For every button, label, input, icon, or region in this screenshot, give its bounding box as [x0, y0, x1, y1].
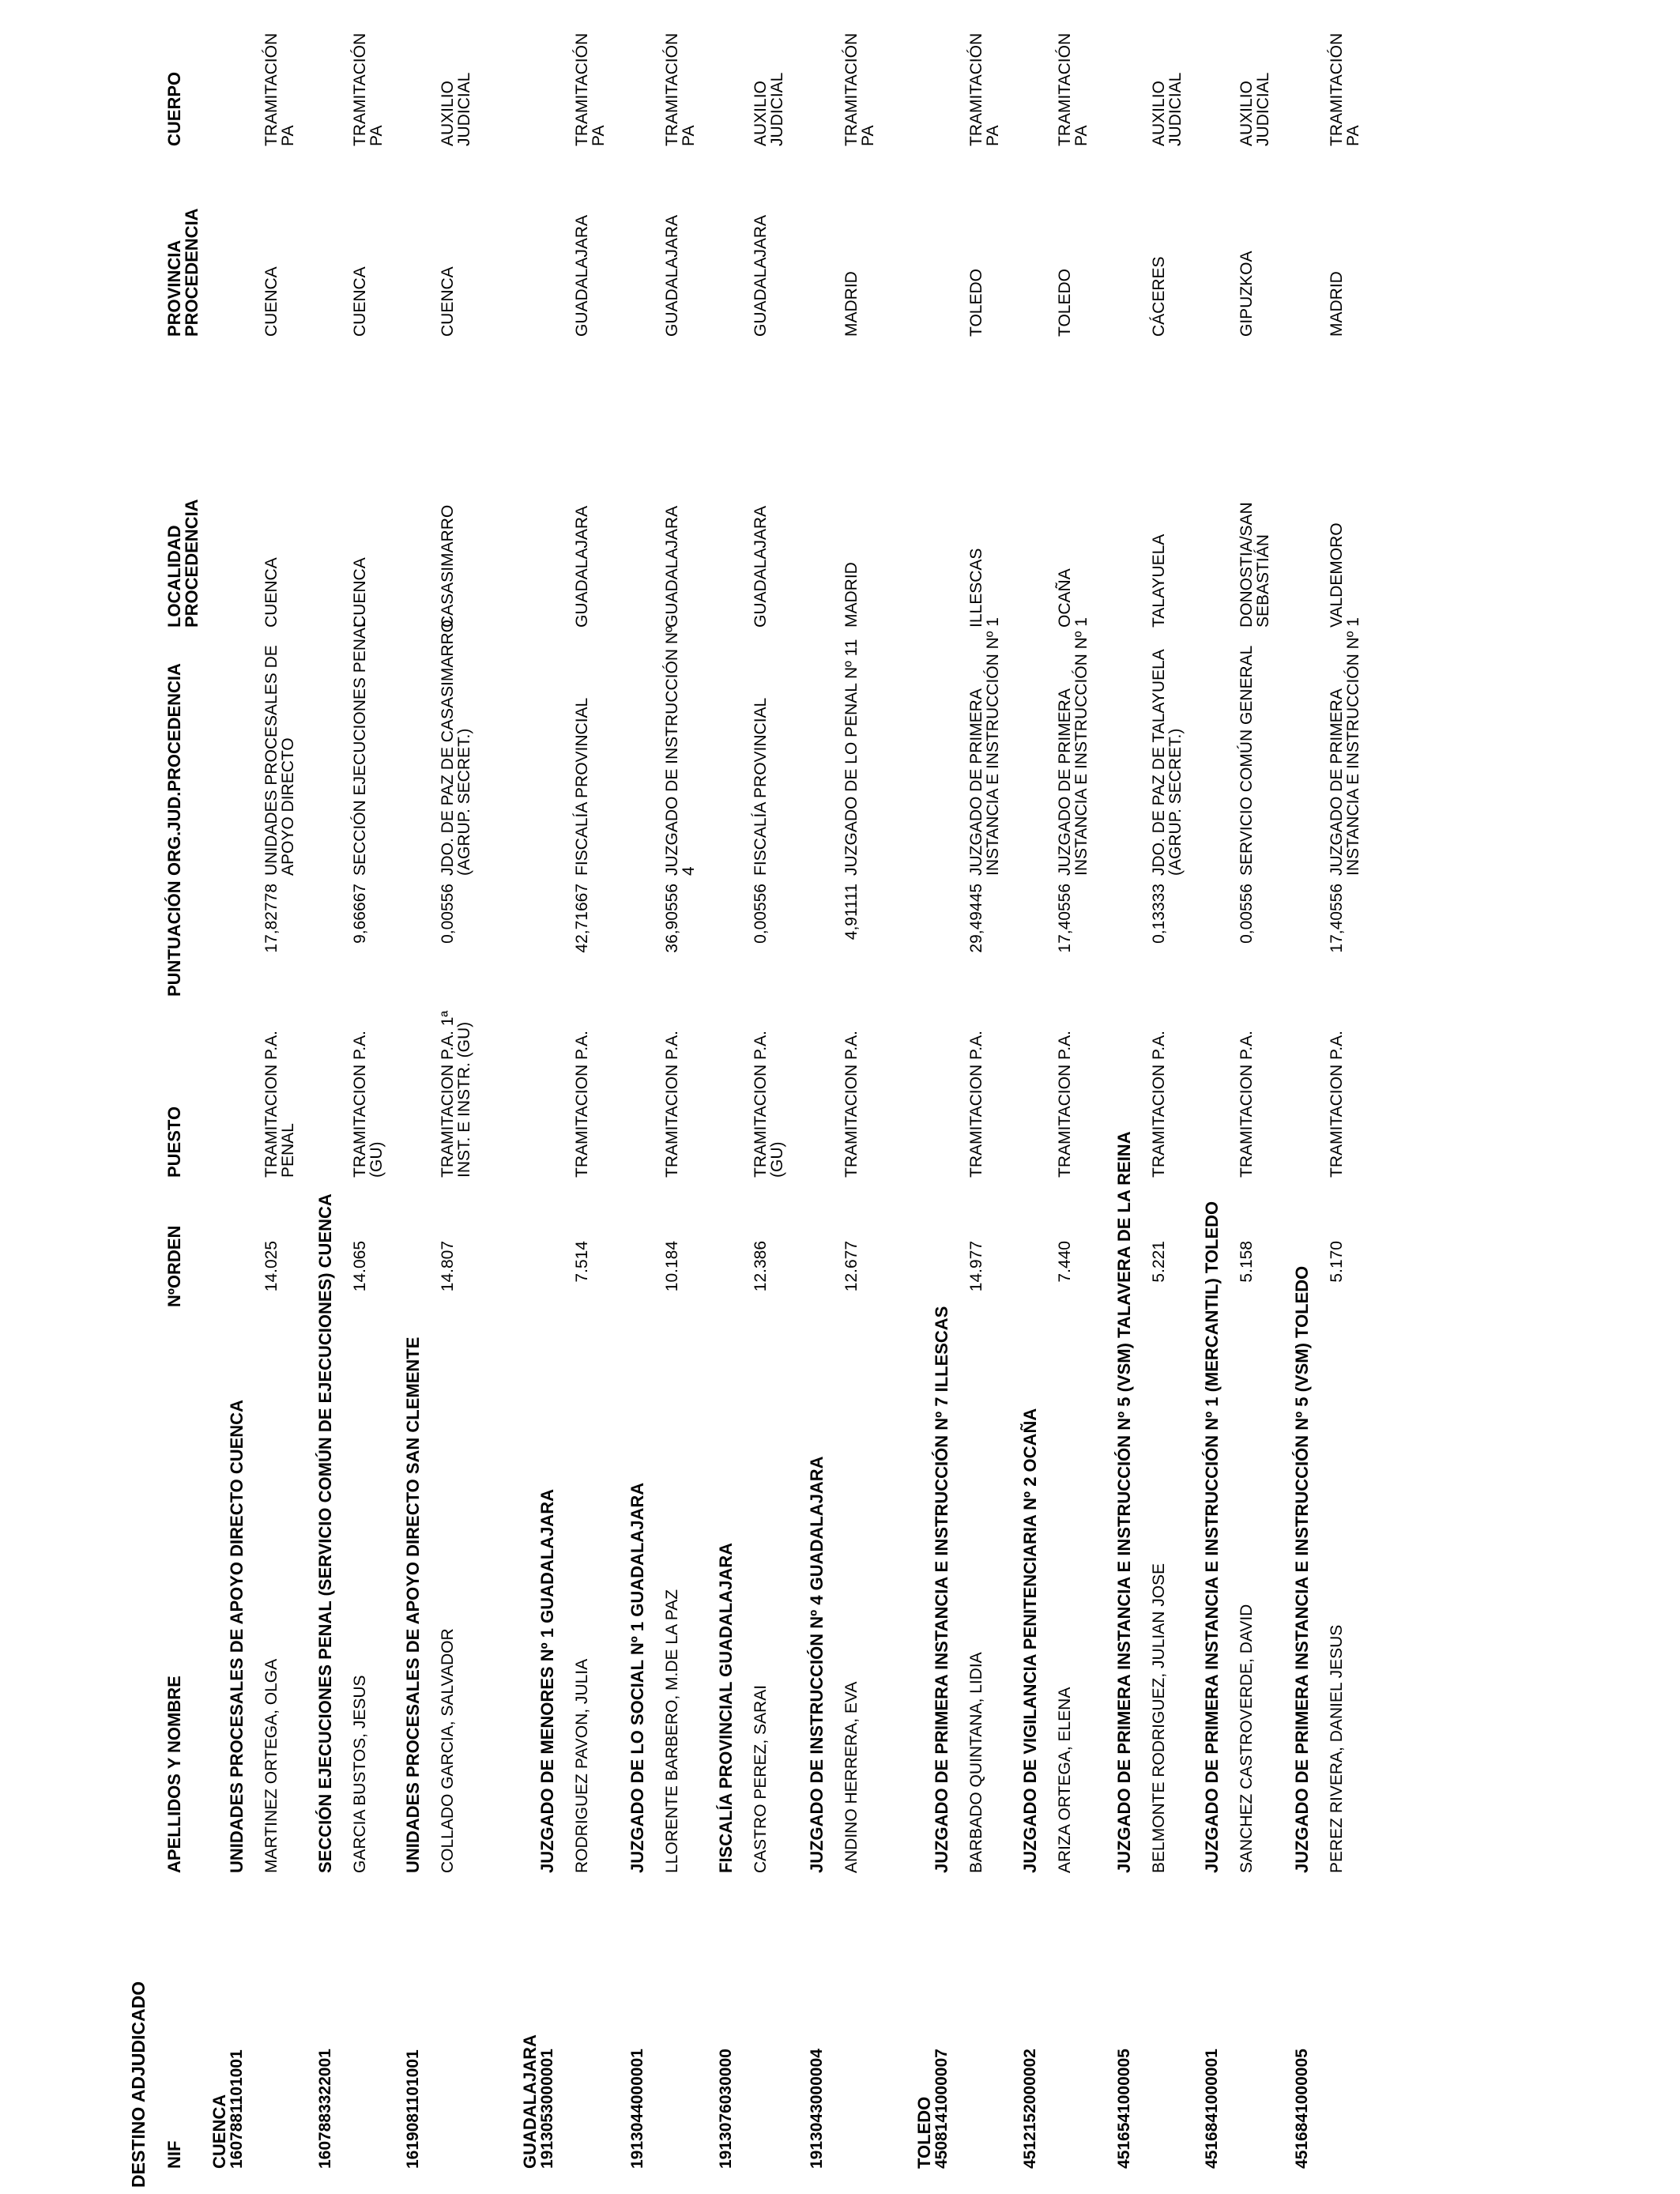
destination-name: JUZGADO DE VIGILANCIA PENITENCIARIA Nº 2 OCAÑA [1020, 1408, 1040, 1873]
cell-org-jud-2: INSTANCIA E INSTRUCCIÓN Nº 1 [1344, 617, 1362, 876]
cell-puesto: TRAMITACION P.A. 1ª [439, 1010, 457, 1178]
destination-name: JUZGADO DE LO SOCIAL Nº 1 GUADALAJARA [627, 1482, 647, 1873]
cell-org-jud-2: APOYO DIRECTO [279, 737, 297, 876]
cell-cuerpo-2: PA [859, 125, 877, 146]
cell-orden: 7.514 [573, 1241, 591, 1283]
cell-cuerpo: AUXILIO [1237, 81, 1256, 146]
destination-code: 4516541000005 [1115, 2049, 1133, 2169]
cell-puesto: TRAMITACION P.A. [842, 1031, 861, 1178]
cell-org-jud: JDO. DE PAZ DE CASASIMARRO [439, 620, 457, 876]
province-heading: CUENCA [209, 2094, 229, 2169]
cell-puntuacion: 29,49445 [967, 884, 985, 953]
cell-localidad: CASASIMARRO [439, 504, 457, 628]
cell-nombre: CASTRO PEREZ, SARAI [751, 1684, 770, 1873]
cell-orden: 5.158 [1237, 1241, 1256, 1283]
destination-code: 1607883322001 [316, 2049, 334, 2169]
cell-puntuacion: 0,00556 [439, 884, 457, 944]
cell-cuerpo: TRAMITACIÓN [842, 32, 861, 146]
cell-cuerpo-2: JUDICIAL [1254, 72, 1272, 146]
cell-orden: 10.184 [663, 1241, 681, 1292]
cell-org-jud: FISCALÍA PROVINCIAL [573, 697, 591, 876]
destination-code: 1619081101001 [404, 2049, 422, 2169]
cell-puntuacion: 42,71667 [573, 884, 591, 953]
cell-nombre: GARCIA BUSTOS, JESUS [351, 1675, 369, 1873]
cell-provincia: GUADALAJARA [573, 214, 591, 337]
column-header-nif: NIF [164, 2140, 184, 2169]
cell-nombre: ANDINO HERRERA, EVA [842, 1681, 861, 1873]
cell-nombre: ARIZA ORTEGA, ELENA [1056, 1687, 1074, 1873]
cell-localidad: CUENCA [262, 557, 281, 628]
cell-provincia: CUENCA [262, 266, 281, 337]
destination-name: JUZGADO DE PRIMERA INSTANCIA E INSTRUCCIÓN Nº 1 (MERCANTIL) TOLEDO [1202, 1201, 1222, 1873]
cell-orden: 14.807 [439, 1241, 457, 1292]
cell-cuerpo: TRAMITACIÓN [573, 32, 591, 146]
cell-nombre: BARBADO QUINTANA, LIDIA [967, 1652, 985, 1873]
cell-puesto-2: PENAL [279, 1123, 297, 1178]
destination-name: UNIDADES PROCESALES DE APOYO DIRECTO CUENCA [227, 1400, 247, 1873]
cell-provincia: CÁCERES [1150, 256, 1168, 337]
cell-puesto: TRAMITACION P.A. [1237, 1031, 1256, 1178]
cell-cuerpo-2: PA [590, 125, 608, 146]
destination-name: JUZGADO DE MENORES Nº 1 GUADALAJARA [537, 1489, 557, 1873]
destination-code: 4508141000007 [932, 2049, 951, 2169]
cell-orden: 5.170 [1328, 1241, 1346, 1283]
cell-orden: 14.065 [351, 1241, 369, 1292]
cell-nombre: PEREZ RIVERA, DANIEL JESUS [1328, 1624, 1346, 1873]
destination-name: SECCIÓN EJECUCIONES PENAL (SERVICIO COMÚN DE EJECUCIONES) CUENCA [315, 1193, 335, 1873]
cell-provincia: MADRID [842, 271, 861, 337]
cell-cuerpo-2: PA [1344, 125, 1362, 146]
cell-puntuacion: 4,91111 [842, 884, 861, 941]
destination-name: UNIDADES PROCESALES DE APOYO DIRECTO SAN CLEMENTE [403, 1336, 423, 1873]
cell-localidad: OCAÑA [1056, 568, 1074, 628]
cell-puesto: TRAMITACION P.A. [573, 1031, 591, 1178]
cell-nombre: COLLADO GARCIA, SALVADOR [439, 1628, 457, 1873]
cell-provincia: MADRID [1328, 271, 1346, 337]
cell-localidad: GUADALAJARA [751, 505, 770, 628]
cell-nombre: RODRIGUEZ PAVON, JULIA [573, 1658, 591, 1873]
cell-nombre: BELMONTE RODRIGUEZ, JULIAN JOSE [1150, 1563, 1168, 1873]
cell-org-jud: JUZGADO DE PRIMERA [1056, 688, 1074, 876]
cell-orden: 14.025 [262, 1241, 281, 1292]
column-header-puesto: PUESTO [164, 1106, 184, 1178]
cell-cuerpo: AUXILIO [439, 81, 457, 146]
cell-localidad: CUENCA [351, 557, 369, 628]
cell-org-jud-2: 4 [680, 866, 698, 876]
cell-provincia: GIPUZKOA [1237, 251, 1256, 337]
cell-org-jud: SECCIÓN EJECUCIONES PENAL [351, 618, 369, 876]
cell-org-jud-2: (AGRUP. SECRET.) [1166, 728, 1185, 876]
cell-puntuacion: 36,90556 [663, 884, 681, 953]
cell-provincia: TOLEDO [967, 269, 985, 337]
cell-provincia: GUADALAJARA [663, 214, 681, 337]
destination-name: JUZGADO DE PRIMERA INSTANCIA E INSTRUCCIÓN Nº 5 (VSM) TALAVERA DE LA REINA [1114, 1131, 1134, 1873]
column-header-localidad-2: PROCEDENCIA [182, 499, 202, 628]
destination-code: 1913044000001 [628, 2049, 646, 2169]
cell-cuerpo-2: JUDICIAL [768, 72, 786, 146]
cell-orden: 14.977 [967, 1241, 985, 1292]
cell-puesto-2: INST. E INSTR. (GU) [455, 1021, 473, 1178]
column-header-cuerpo: CUERPO [164, 71, 184, 146]
cell-cuerpo-2: PA [984, 125, 1002, 146]
cell-nombre: LLORENTE BARBERO, M.DE LA PAZ [663, 1589, 681, 1873]
cell-localidad-2: SEBASTIÁN [1254, 534, 1272, 628]
cell-localidad: ILLESCAS [967, 548, 985, 628]
cell-puntuacion: 17,82778 [262, 884, 281, 953]
cell-cuerpo-2: JUDICIAL [455, 72, 473, 146]
column-header-orden: NºORDEN [164, 1225, 184, 1307]
cell-puesto: TRAMITACION P.A. [1056, 1031, 1074, 1178]
cell-localidad: DONOSTIA/SAN [1237, 502, 1256, 628]
cell-puesto-2: (GU) [768, 1141, 786, 1178]
cell-org-jud: JUZGADO DE LO PENAL Nº 11 [842, 639, 861, 876]
cell-cuerpo-2: PA [680, 125, 698, 146]
cell-puntuacion: 17,40556 [1328, 884, 1346, 953]
destination-code: 1607881101001 [228, 2049, 246, 2169]
destination-code: 1913076030000 [717, 2049, 735, 2169]
destination-name: JUZGADO DE PRIMERA INSTANCIA E INSTRUCCIÓN Nº 7 ILLESCAS [932, 1306, 951, 1873]
cell-provincia: CUENCA [439, 266, 457, 337]
cell-puesto: TRAMITACION P.A. [262, 1031, 281, 1178]
cell-org-jud: SERVICIO COMÚN GENERAL [1237, 645, 1256, 876]
cell-puesto: TRAMITACION P.A. [663, 1031, 681, 1178]
cell-org-jud: JUZGADO DE PRIMERA [1328, 688, 1346, 876]
cell-org-jud: UNIDADES PROCESALES DE [262, 645, 281, 876]
cell-cuerpo: AUXILIO [1150, 81, 1168, 146]
cell-puntuacion: 17,40556 [1056, 884, 1074, 953]
cell-org-jud-2: INSTANCIA E INSTRUCCIÓN Nº 1 [984, 617, 1002, 876]
cell-cuerpo-2: PA [367, 125, 386, 146]
cell-orden: 7.440 [1056, 1241, 1074, 1283]
cell-provincia: GUADALAJARA [751, 214, 770, 337]
cell-puesto: TRAMITACION P.A. [967, 1031, 985, 1178]
column-header-provincia-2: PROCEDENCIA [182, 208, 202, 337]
cell-org-jud: JDO. DE PAZ DE TALAYUELA [1150, 649, 1168, 876]
cell-localidad: VALDEMORO [1328, 522, 1346, 628]
column-header-nombre: APELLIDOS Y NOMBRE [164, 1676, 184, 1873]
cell-puntuacion: 0,00556 [751, 884, 770, 944]
cell-provincia: TOLEDO [1056, 269, 1074, 337]
cell-localidad: GUADALAJARA [573, 505, 591, 628]
column-header-puntuacion: PUNTUACIÓN [164, 880, 184, 997]
province-heading: TOLEDO [914, 2096, 934, 2169]
destination-name: FISCALÍA PROVINCIAL GUADALAJARA [716, 1542, 736, 1873]
cell-cuerpo: AUXILIO [751, 81, 770, 146]
cell-puesto-2: (GU) [367, 1141, 386, 1178]
cell-nombre: MARTINEZ ORTEGA, OLGA [262, 1658, 281, 1873]
column-header-org-jud: ORG.JUD.PROCEDENCIA [164, 663, 184, 876]
cell-org-jud-2: (AGRUP. SECRET.) [455, 728, 473, 876]
destination-name: JUZGADO DE INSTRUCCIÓN Nº 4 GUADALAJARA [807, 1456, 827, 1873]
cell-cuerpo: TRAMITACIÓN [967, 32, 985, 146]
destination-code: 1913043000004 [808, 2049, 826, 2169]
cell-nombre: SANCHEZ CASTROVERDE, DAVID [1237, 1604, 1256, 1873]
destination-code: 1913053000001 [538, 2049, 556, 2169]
cell-cuerpo-2: PA [1072, 125, 1090, 146]
cell-org-jud: JUZGADO DE INSTRUCCIÓN Nº [663, 626, 681, 876]
cell-puesto: TRAMITACION P.A. [751, 1031, 770, 1178]
cell-cuerpo: TRAMITACIÓN [262, 32, 281, 146]
cell-puntuacion: 9,66667 [351, 884, 369, 944]
cell-puntuacion: 0,13333 [1150, 884, 1168, 944]
cell-org-jud: JUZGADO DE PRIMERA [967, 688, 985, 876]
cell-orden: 12.677 [842, 1241, 861, 1292]
cell-puntuacion: 0,00556 [1237, 884, 1256, 944]
column-header-localidad: LOCALIDAD [164, 525, 184, 628]
cell-provincia: CUENCA [351, 266, 369, 337]
cell-puesto: TRAMITACION P.A. [1150, 1031, 1168, 1178]
document-title: DESTINO ADJUDICADO [128, 1981, 149, 2188]
destination-code: 4512152000002 [1021, 2049, 1039, 2169]
cell-puesto: TRAMITACION P.A. [1328, 1031, 1346, 1178]
cell-cuerpo-2: PA [279, 125, 297, 146]
cell-localidad: MADRID [842, 562, 861, 628]
cell-cuerpo: TRAMITACIÓN [1328, 32, 1346, 146]
cell-cuerpo: TRAMITACIÓN [1056, 32, 1074, 146]
cell-org-jud-2: INSTANCIA E INSTRUCCIÓN Nº 1 [1072, 617, 1090, 876]
destination-code: 4516841000001 [1203, 2049, 1221, 2169]
cell-orden: 5.221 [1150, 1241, 1168, 1283]
destination-code: 4516841000005 [1293, 2049, 1311, 2169]
cell-puesto: TRAMITACION P.A. [351, 1031, 369, 1178]
cell-cuerpo-2: JUDICIAL [1166, 72, 1185, 146]
cell-localidad: GUADALAJARA [663, 505, 681, 628]
column-header-provincia: PROVINCIA [164, 239, 184, 337]
province-heading: GUADALAJARA [520, 2034, 540, 2169]
cell-org-jud: FISCALÍA PROVINCIAL [751, 697, 770, 876]
cell-localidad: TALAYUELA [1150, 533, 1168, 628]
destination-name: JUZGADO DE PRIMERA INSTANCIA E INSTRUCCIÓN Nº 5 (VSM) TOLEDO [1292, 1265, 1312, 1873]
cell-orden: 12.386 [751, 1241, 770, 1292]
cell-cuerpo: TRAMITACIÓN [351, 32, 369, 146]
cell-cuerpo: TRAMITACIÓN [663, 32, 681, 146]
